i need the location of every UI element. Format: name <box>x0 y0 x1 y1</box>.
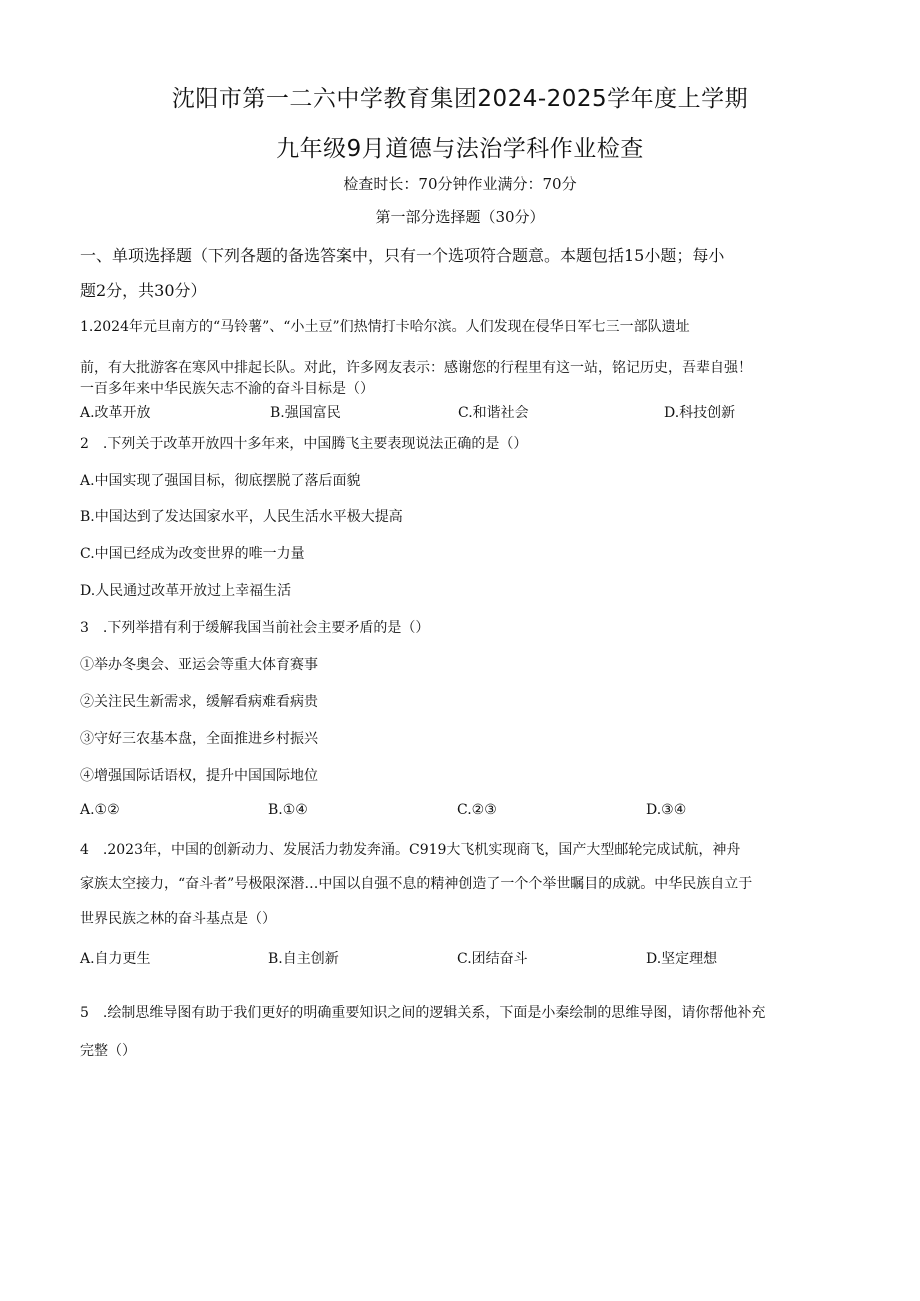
q4-option-d: D.坚定理想 <box>646 951 718 967</box>
q3-option-b: B.①④ <box>268 802 308 818</box>
q2-option-a: A.中国实现了强国目标，彻底摆脱了落后面貌 <box>80 473 361 489</box>
q4-stem-line2: 家族太空接力，“奋斗者”号极限深潜…中国以自强不息的精神创造了一个个举世瞩目的成就。中华民族自立于 <box>80 876 753 892</box>
q4-option-c: C.团结奋斗 <box>457 951 528 967</box>
q2-stem: 2 .下列关于改革开放四十多年来，中国腾飞主要表现说法正确的是（） <box>80 436 528 452</box>
q1-option-d: D.科技创新 <box>664 405 736 421</box>
q3-item-2: ②关注民生新需求，缓解看病难看病贵 <box>80 694 318 710</box>
section-heading-line1: 一、单项选择题（下列各题的备选答案中，只有一个选项符合题意。本题包括15小题；每小 <box>80 246 725 265</box>
q3-item-3: ③守好三农基本盘，全面推进乡村振兴 <box>80 731 318 747</box>
q3-option-d: D.③④ <box>646 802 687 818</box>
q1-stem-line1: 1.2024年元旦南方的“马铃薯”、“小土豆”们热情打卡哈尔滨。人们发现在侵华日军七三一部队遗址 <box>80 319 690 335</box>
q3-item-4: ④增强国际话语权，提升中国国际地位 <box>80 768 318 784</box>
q4-stem-line3: 世界民族之林的奋斗基点是（） <box>80 911 276 927</box>
q5-stem-line2: 完整（） <box>80 1043 136 1059</box>
q3-stem: 3 .下列举措有利于缓解我国当前社会主要矛盾的是（） <box>80 620 430 636</box>
q3-option-a: A.①② <box>80 802 120 818</box>
q2-option-b: B.中国达到了发达国家水平，人民生活水平极大提高 <box>80 509 403 525</box>
q1-option-a: A.改革开放 <box>80 405 151 421</box>
q3-option-c: C.②③ <box>457 802 497 818</box>
q3-item-1: ①举办冬奥会、亚运会等重大体育赛事 <box>80 657 318 673</box>
q2-option-c: C.中国已经成为改变世界的唯一力量 <box>80 546 305 562</box>
q1-stem-line3: 一百多年来中华民族矢志不渝的奋斗目标是（） <box>80 381 374 397</box>
exam-meta: 检查时长：70分钟作业满分：70分 <box>343 175 577 193</box>
q4-option-a: A.自力更生 <box>80 951 151 967</box>
exam-subtitle: 九年级9月道德与法治学科作业检查 <box>276 136 644 162</box>
q2-option-d: D.人民通过改革开放过上幸福生活 <box>80 583 292 599</box>
part-heading: 第一部分选择题（30分） <box>375 208 545 226</box>
q4-option-b: B.自主创新 <box>268 951 339 967</box>
section-heading-line2: 题2分，共30分） <box>80 281 207 300</box>
q1-stem-line2: 前，有大批游客在寒风中排起长队。对此，许多网友表示：感谢您的行程里有这一站，铭记历史，吾辈自强！ <box>80 360 752 376</box>
q4-stem-line1: 4 .2023年，中国的创新动力、发展活力勃发奔涌。C919大飞机实现商飞，国产大型邮轮完成试航，神舟 <box>80 842 741 858</box>
q5-stem-line1: 5 .绘制思维导图有助于我们更好的明确重要知识之间的逻辑关系，下面是小秦绘制的思维导图，请你帮他补充 <box>80 1005 766 1021</box>
exam-title: 沈阳市第一二六中学教育集团2024-2025学年度上学期 <box>171 86 749 112</box>
q1-option-b: B.强国富民 <box>270 405 341 421</box>
q1-option-c: C.和谐社会 <box>458 405 529 421</box>
